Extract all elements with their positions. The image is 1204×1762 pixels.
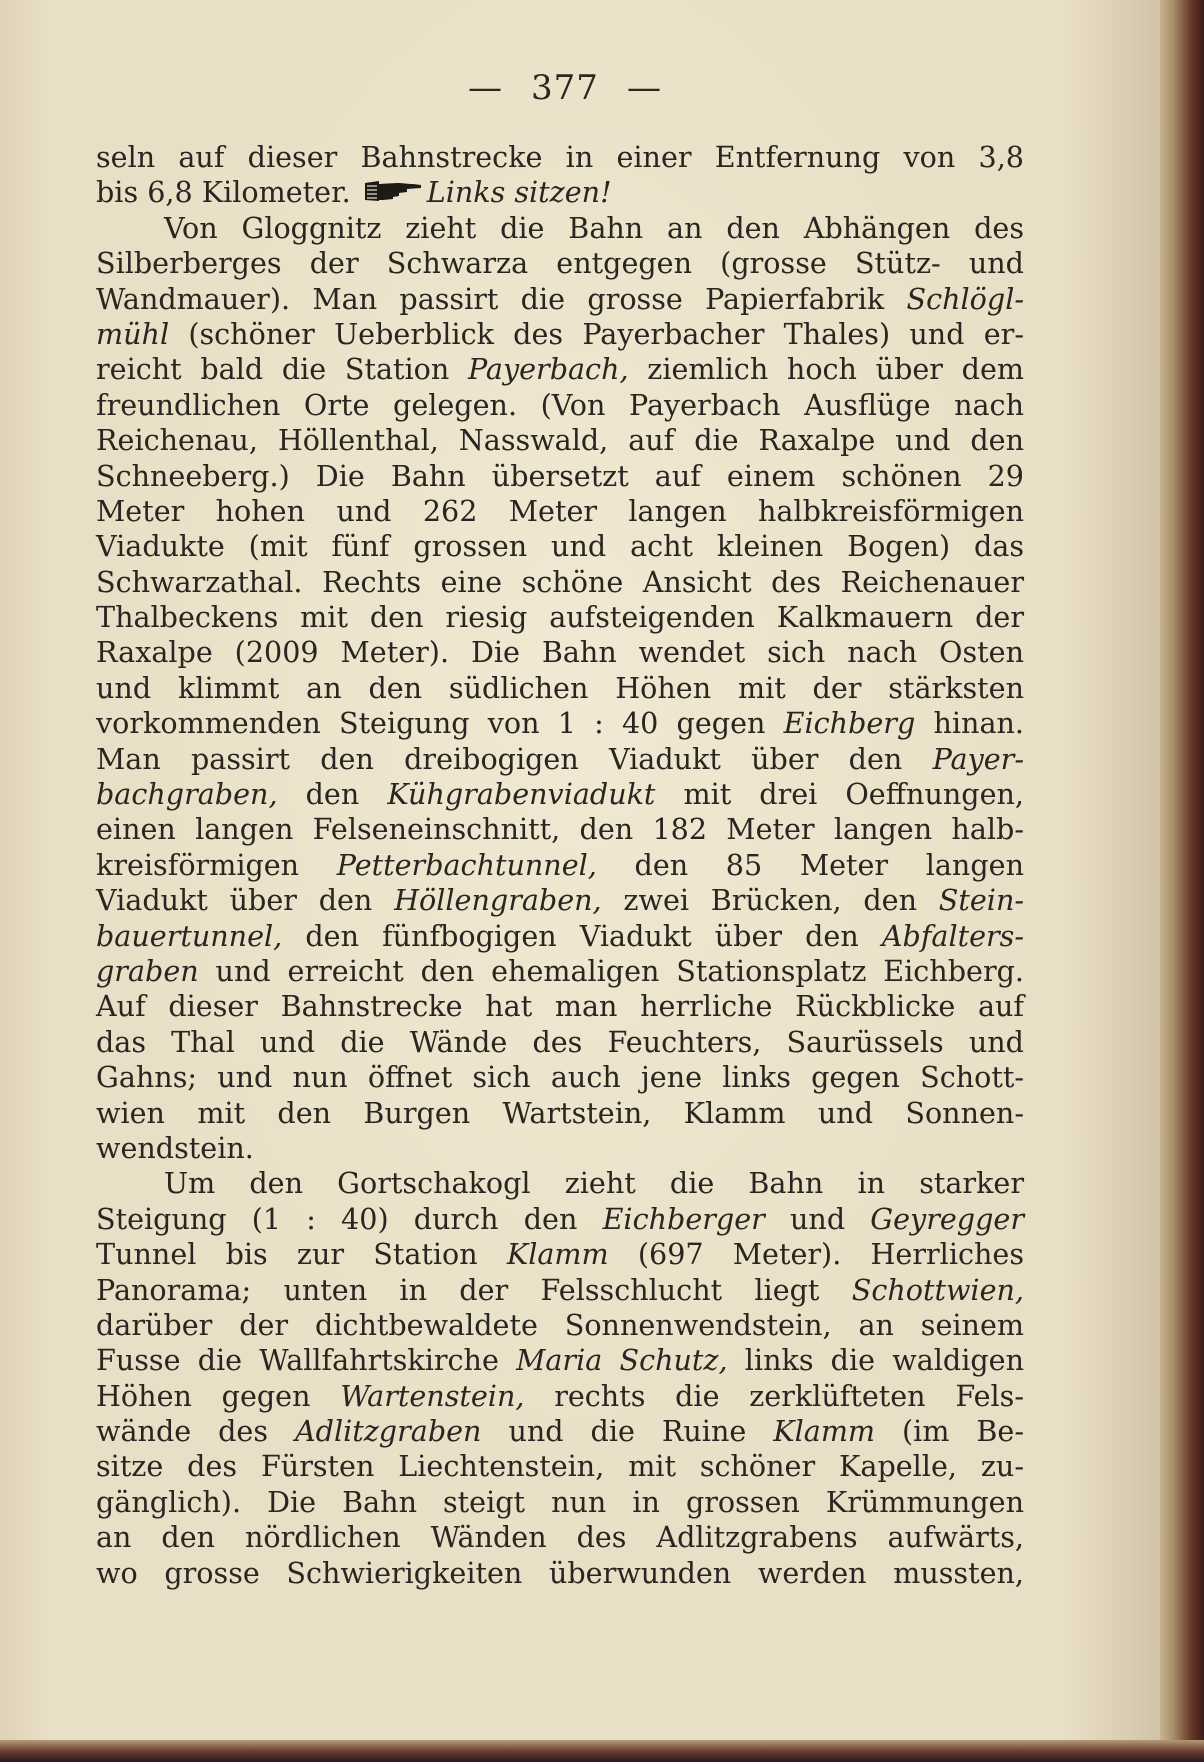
text-line: darüber der dichtbewaldete Sonnenwendstein, an seinem [96, 1307, 1024, 1342]
text-line: an den nördlichen Wänden des Adlitzgrabens aufwärts, [96, 1520, 1024, 1555]
text-line: bauertunnel, den fünfbogigen Viadukt über den Abfalters- [96, 918, 1025, 953]
text-line: bachgraben, den Kühgrabenviadukt mit drei Oeffnungen, [96, 777, 1025, 812]
text-line: Meter hohen und 262 Meter langen halbkreisförmigen [96, 493, 1024, 528]
text-line: Höhen gegen Wartenstein, rechts die zerklüfteten Fels- [96, 1378, 1025, 1413]
text-line: seln auf dieser Bahnstrecke in einer Entfernung von 3,8 [96, 140, 1024, 174]
text-line: Thalbeckens mit den riesig aufsteigenden Kalkmauern der [96, 600, 1024, 635]
text-line: Auf dieser Bahnstrecke hat man herrliche Rückblicke auf [96, 989, 1024, 1024]
book-binding-edge [1160, 0, 1204, 1762]
text-line: Von Gloggnitz zieht die Bahn an den Abhängen des [164, 210, 1024, 245]
header-dash-right: — [626, 68, 662, 108]
text-line: bis 6,8 Kilometer. Links sitzen! [96, 175, 1024, 210]
body-text [96, 140, 1024, 1591]
header-dash-left: — [468, 68, 504, 108]
text-line: sitze des Fürsten Liechtenstein, mit schöner Kapelle, zu- [96, 1449, 1024, 1484]
text-line: Fusse die Wallfahrtskirche Maria Schutz, links die waldigen [96, 1343, 1025, 1378]
text-line: wien mit den Burgen Wartstein, Klamm und Sonnen- [96, 1095, 1024, 1130]
pointing-hand-icon [363, 177, 423, 212]
text-line: Schwarzathal. Rechts eine schöne Ansicht des Reichenauer [96, 564, 1024, 599]
text-line: und klimmt an den südlichen Höhen mit der stärksten [96, 670, 1024, 705]
text-line: Viadukt über den Höllengraben, zwei Brücken, den Stein- [96, 883, 1025, 918]
text-line: reicht bald die Station Payerbach, ziemlich hoch über dem [96, 352, 1024, 387]
text-line: wände des Adlitzgraben und die Ruine Klamm (im Be- [96, 1414, 1025, 1449]
text-line: Silberberges der Schwarza entgegen (grosse Stütz- und [96, 246, 1024, 281]
text-line: freundlichen Orte gelegen. (Von Payerbach Ausflüge nach [96, 387, 1024, 422]
page-header [0, 68, 1130, 108]
text-line: Man passirt den dreibogigen Viadukt über den Payer- [96, 741, 1024, 776]
book-bottom-edge [0, 1740, 1204, 1762]
text-line: Wandmauer). Man passirt die grosse Papierfabrik Schlögl- [96, 281, 1025, 316]
text-line: Viadukte (mit fünf grossen und acht kleinen Bogen) das [96, 529, 1024, 564]
text-line: das Thal und die Wände des Feuchters, Saurüssels und [96, 1024, 1024, 1059]
text-line: Steigung (1 : 40) durch den Eichberger und Geyregger [96, 1201, 1025, 1236]
text-line: kreisförmigen Petterbachtunnel, den 85 Meter langen [96, 847, 1024, 882]
text-line: Panorama; unten in der Felsschlucht liegt Schottwien, [96, 1272, 1024, 1307]
text-line: wo grosse Schwierigkeiten überwunden werden mussten, [96, 1555, 1024, 1590]
text-line: Raxalpe (2009 Meter). Die Bahn wendet sich nach Osten [96, 635, 1024, 670]
text-line: vorkommenden Steigung von 1 : 40 gegen Eichberg hinan. [96, 706, 1025, 741]
text-line: Um den Gortschakogl zieht die Bahn in starker [164, 1166, 1024, 1201]
text-line: gänglich). Die Bahn steigt nun in grossen Krümmungen [96, 1484, 1024, 1519]
text-line: Tunnel bis zur Station Klamm (697 Meter). Herrliches [96, 1237, 1024, 1272]
text-line: Gahns; und nun öffnet sich auch jene links gegen Schott- [96, 1060, 1024, 1095]
page-number: 377 [531, 68, 599, 108]
text-line: Schneeberg.) Die Bahn übersetzt auf einem schönen 29 [96, 458, 1024, 493]
text-line: Reichenau, Höllenthal, Nasswald, auf die Raxalpe und den [96, 423, 1024, 458]
text-line: einen langen Felseneinschnitt, den 182 Meter langen halb- [96, 812, 1024, 847]
text-line: wendstein. [96, 1130, 254, 1165]
text-line: graben und erreicht den ehemaligen Stationsplatz Eichberg. [96, 953, 1025, 988]
text-line: mühl (schöner Ueberblick des Payerbacher Thales) und er- [96, 316, 1024, 351]
